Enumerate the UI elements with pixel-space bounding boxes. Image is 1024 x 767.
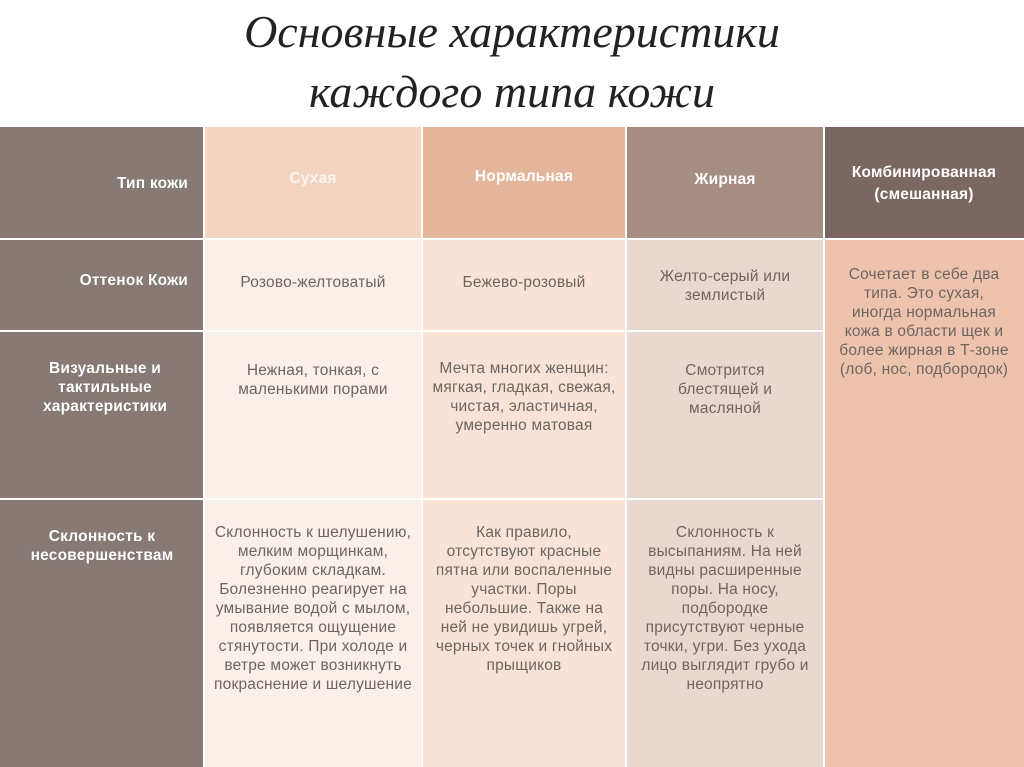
row-label-visual [0,331,204,499]
cell-imperfections-normal-text: Как правило, отсутствуют красные пятна или воспаленные участки. Поры небольшие. Также на ней не увидишь угрей, черных точек и гнойных прыщиков [435,524,613,674]
column-header-combo-label: Комбинированная (смешанная) [851,164,997,203]
cell-imperfections-dry [204,499,422,767]
divider [0,498,824,500]
cell-visual-oily-text: Смотрится блестящей и масляной [677,362,773,417]
divider [203,127,205,767]
cell-imperfections-dry-text: Склонность к шелушению, мелким морщинкам, глубоким складкам. Болезненно реагирует на умывание водой с мылом, появляется ощущение стянутости. При холоде и ветре может возникнуть покраснение и шелушение [214,524,412,693]
cell-tone-normal [422,239,626,331]
cell-tone-oily-text: Желто-серый или землистый [659,268,791,304]
divider [625,127,627,767]
title-line-1: Основные характеристики [244,6,780,57]
row-label-tone [0,239,204,331]
column-header-dry-label: Сухая [289,169,337,187]
cell-tone-dry-text: Розово-желтоватый [240,274,386,291]
divider [0,238,1024,240]
skin-types-table [0,127,1024,767]
cell-visual-dry-text: Нежная, тонкая, с маленькими порами [238,362,388,398]
column-header-type: Тип кожи [116,174,188,192]
column-header-oily-label: Жирная [694,170,756,188]
cell-imperfections-normal [422,499,626,767]
cell-combo-merged [824,239,1024,767]
header-label-cell [0,127,204,239]
row-label-tone-text: Оттенок Кожи [79,272,188,289]
cell-visual-normal [422,331,626,499]
cell-visual-dry [204,331,422,499]
column-header-dry [204,127,422,239]
row-label-imperfections [0,499,204,767]
column-header-normal [422,127,626,239]
title-line-2: каждого типа кожи [308,66,715,117]
cell-visual-normal-text: Мечта многих женщин: мягкая, гладкая, свежая, чистая, эластичная, умеренно матовая [432,360,616,434]
column-header-oily [626,127,824,239]
page-title [0,0,1024,127]
row-label-visual-text: Визуальные и тактильные характеристики [42,360,168,415]
cell-imperfections-oily [626,499,824,767]
divider [823,127,825,767]
column-header-combo [824,127,1024,239]
column-header-normal-label: Нормальная [474,167,574,185]
cell-tone-dry [204,239,422,331]
cell-combo-text: Сочетает в себе два типа. Это сухая, иногда нормальная кожа в области щек и более жирная в Т-зоне (лоб, нос, подбородок) [839,266,1009,378]
cell-visual-oily [626,331,824,499]
divider [0,330,824,332]
divider [421,127,423,767]
cell-tone-normal-text: Бежево-розовый [462,274,586,291]
row-label-imperfections-text: Склонность к несовершенствам [30,528,174,564]
cell-imperfections-oily-text: Склонность к высыпаниям. На ней видны расширенные поры. На носу, подбородке присутствуют черные точки, угри. Без ухода лицо выглядит грубо и неопрятно [641,524,809,693]
cell-tone-oily [626,239,824,331]
